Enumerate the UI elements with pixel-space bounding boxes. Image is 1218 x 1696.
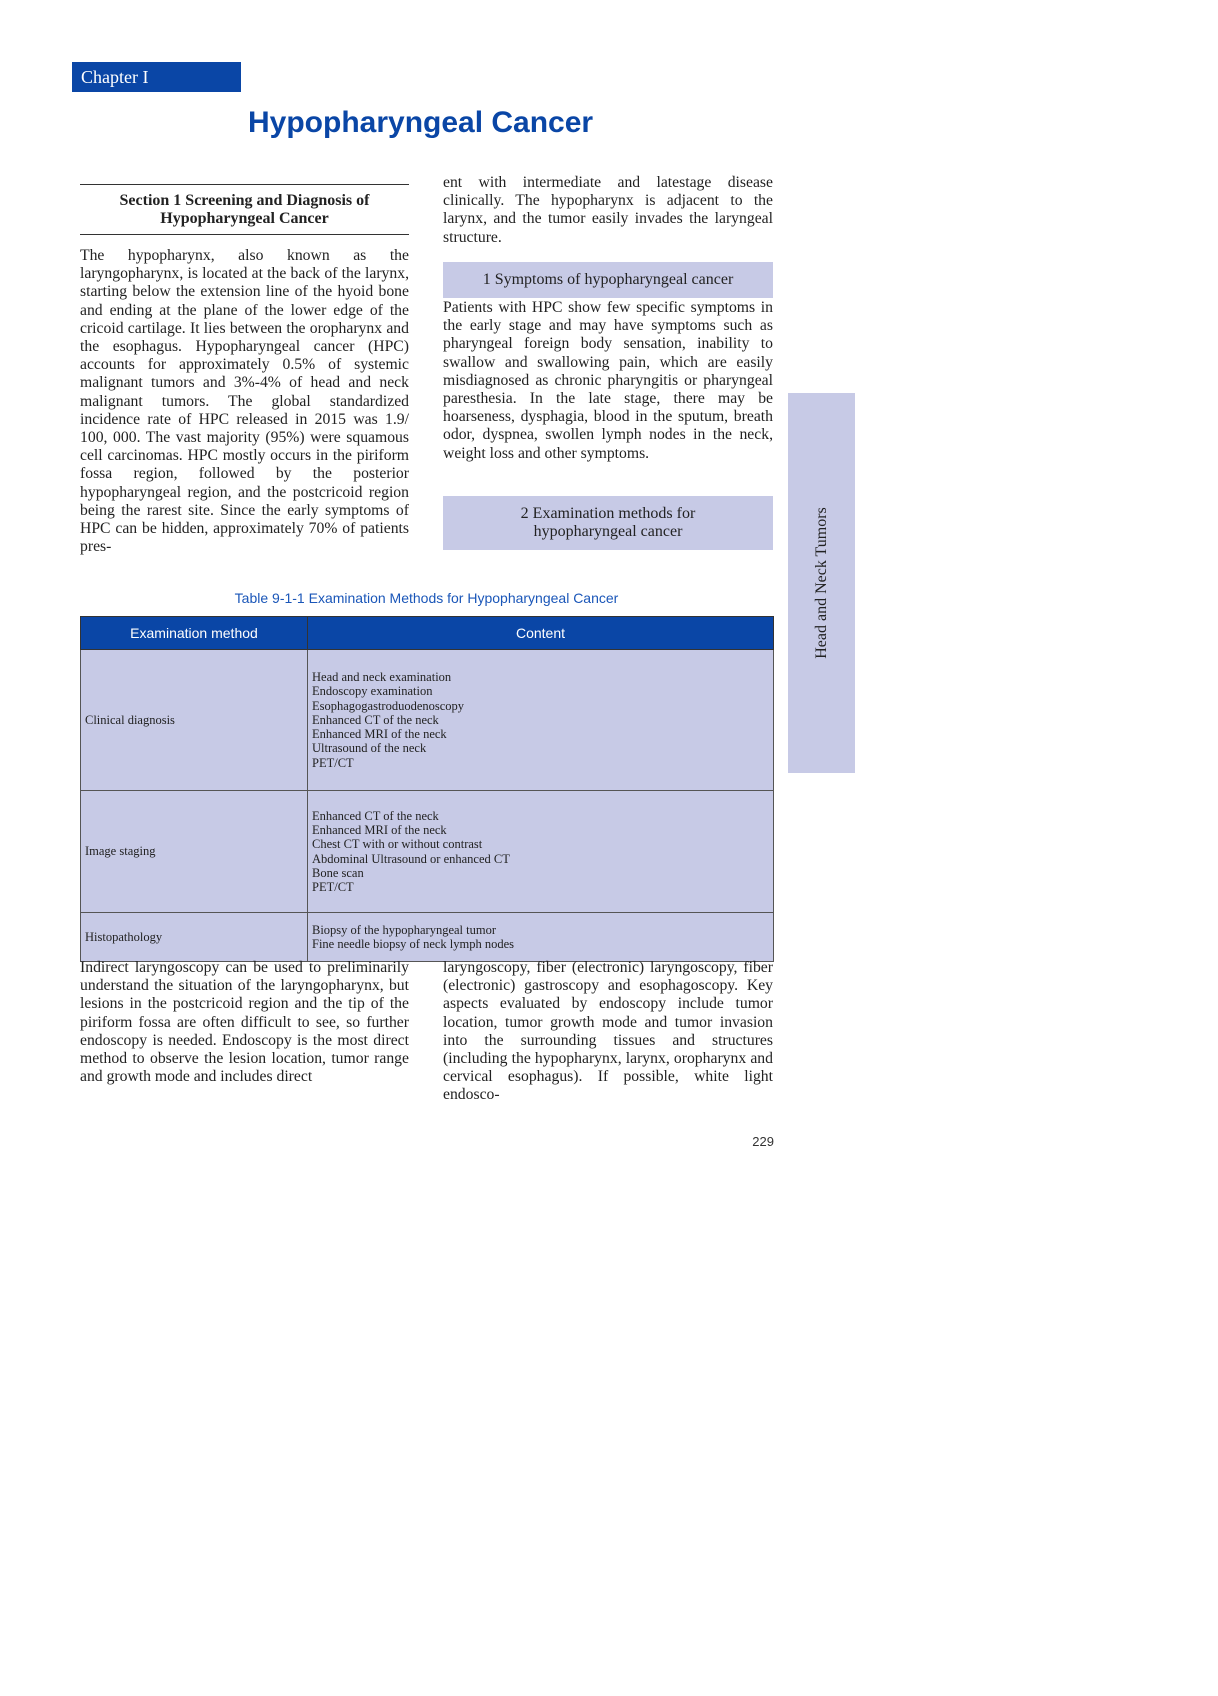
side-tab-label: Head and Neck Tumors [812,507,830,659]
content-item: Enhanced CT of the neck [312,808,439,823]
content-item: Bone scan [312,865,364,880]
content-cell [308,791,774,913]
table-header-content: Content [308,617,774,650]
content-cell [308,650,774,791]
method-cell: Clinical diagnosis [81,650,308,791]
table-header-method: Examination method [81,617,308,650]
side-tab [788,393,855,773]
table-row [81,791,774,913]
intro-continuation: ent with intermediate and latestage disease clinically. The hypopharynx is adjacent to the larynx, and the tumor easily invades the laryngeal structure. [443,174,773,246]
bottom-left-paragraph: Indirect laryngoscopy can be used to preliminarily understand the situation of the laryngopharynx, but lesions in the postcricoid region and the tip of the piriform fossa are often difficult to see, so further endoscopy is needed. Endoscopy is the most direct method to observe the lesion location, tumor range and growth mode and includes direct [80,959,409,1086]
content-item: PET/CT [312,755,354,770]
table-caption: Table 9-1-1 Examination Methods for Hypopharyngeal Cancer [234,590,619,606]
content-item: Enhanced MRI of the neck [312,822,447,837]
content-item: Fine needle biopsy of neck lymph nodes [312,937,515,951]
content-item: Ultrasound of the neck [312,741,427,756]
bottom-right-paragraph: laryngoscopy, fiber (electronic) laryngoscopy, fiber (electronic) gastroscopy and esophagoscopy. Key aspects evaluated by endoscopy include tumor location, tumor growth mode and tumor invasion into the surrounding tissues and structures (including the hypopharynx, larynx, oropharynx and cervical esophagus). If possible, white light endosco- [443,959,773,1104]
table-header-row [81,617,774,650]
method-cell: Image staging [81,791,308,913]
content-item: Endoscopy examination [312,684,433,699]
symptoms-paragraph: Patients with HPC show few specific symptoms in the early stage and may have symptoms such as pharyngeal foreign body sensation, inability to swallow and swallowing pain, which are easily misdiagnosed as chronic pharyngitis or pharyngeal paresthesia. In the late stage, there may be hoarseness, dysphagia, blood in the sputum, breath odor, dyspnea, swollen lymph nodes in the neck, weight loss and other symptoms. [443,299,773,462]
method-cell: Histopathology [81,913,308,962]
section-heading: Section 1 Screening and Diagnosis of Hypopharyngeal Cancer [80,184,409,235]
table-row [81,913,774,962]
content-item: Esophagogastroduodenoscopy [312,698,465,713]
subsection-2-heading: 2 Examination methods for hypopharyngeal cancer [443,496,773,550]
intro-paragraph: The hypopharynx, also known as the laryngopharynx, is located at the back of the larynx, starting below the extension line of the hyoid bone and ending at the plane of the lower edge of the cricoid cartilage. It lies between the oropharynx and the esophagus. Hypopharyngeal cancer (HPC) accounts for approximately 0.5% of systemic malignant tumors and 3%-4% of head and neck malignant tumors. The global standardized incidence rate of HPC released in 2015 was 1.9/ 100, 000. The vast majority (95%) were squamous cell carcinomas. HPC mostly occurs in the piriform fossa region, followed by the posterior hypopharyngeal region, and the postcricoid region being the rarest site. Since the early symptoms of HPC can be hidden, approximately 70% of patients pres- [80,247,409,556]
table-row [81,650,774,791]
content-item: Head and neck examination [312,669,452,684]
examination-table [80,616,774,962]
content-item: Enhanced CT of the neck [312,712,439,727]
page-title: Hypopharyngeal Cancer [248,106,594,139]
content-cell [308,913,774,962]
content-item: Chest CT with or without contrast [312,837,483,852]
content-item: PET/CT [312,880,354,895]
content-item: Enhanced MRI of the neck [312,727,447,742]
page-number: 229 [752,1134,774,1149]
content-item: Biopsy of the hypopharyngeal tumor [312,922,496,937]
chapter-label: Chapter I [72,62,241,92]
content-item: Abdominal Ultrasound or enhanced CT [312,851,510,866]
subsection-1-heading: 1 Symptoms of hypopharyngeal cancer [443,262,773,298]
